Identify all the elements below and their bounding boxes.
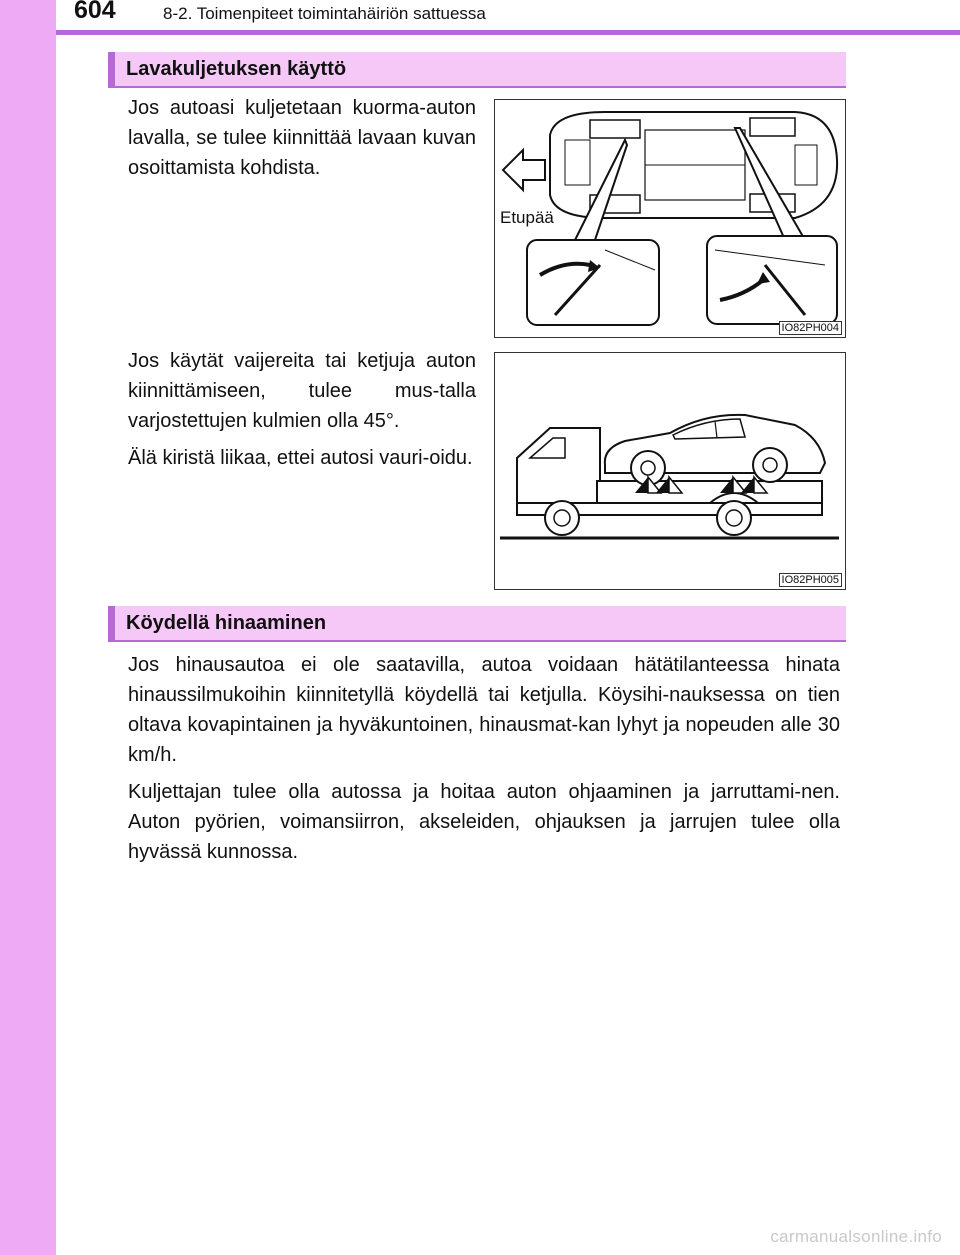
figure-code: IO82PH005 [779,573,842,587]
paragraph-driver-duties: Kuljettajan tulee olla autossa ja hoitaa auton ohjaaminen ja jarruttami-nen. Auton pyörien, voimansiirron, akseleiden, ohjauksen ja jarrujen tulee olla hyvässä kunnossa. [128,781,840,863]
flatbed-truck-illustration [495,353,844,588]
figure-flatbed-truck [494,352,846,590]
front-arrow-icon [503,150,545,190]
paragraph-transport-intro: Jos autoasi kuljetetaan kuorma-auton lavalla, se tulee kiinnittää lavaan kuvan osoittamista kohdista. [128,97,476,179]
section-heading-text: Lavakuljetuksen käyttö [126,58,347,80]
side-tab [0,0,56,1255]
header-divider [56,30,960,35]
paragraph-rope-towing: Jos hinausautoa ei ole saatavilla, autoa voidaan hätätilanteessa hinata hinaussilmukoihin kiinnitetyllä köydellä tai ketjulla. Köysihi-nauksessa on tien oltava kovapintainen ja hyväkuntoinen, hinausmat-kan lyhyt ja nopeuden alle 30 km/h. [128,654,840,766]
section-heading-koydella-hinaaminen [108,606,846,642]
watermark: carmanualsonline.info [770,1227,942,1246]
section-heading-text: Köydellä hinaaminen [126,612,327,634]
paragraph-tightening-warning: Älä kiristä liikaa, ettei autosi vauri-oidu. [128,447,473,469]
detail-inset-rear [707,236,837,324]
heading-accent-bar [108,52,115,86]
section-heading-lavakuljetus [108,52,846,88]
paragraph-cable-angle: Jos käytät vaijereita tai ketjuja auton kiinnittämiseen, tulee mus-talla varjostettujen kulmien olla 45°. [128,350,476,432]
figure-label-etupaa: Etupää [500,208,554,227]
page-number: 604 [74,0,116,24]
chapter-title: 8-2. Toimenpiteet toimintahäiriön sattuessa [163,4,486,23]
truck-wheel [717,501,751,535]
truck-wheel [545,501,579,535]
heading-accent-bar [108,606,115,640]
figure-code: IO82PH004 [779,321,842,335]
truck-bed [597,481,822,503]
detail-inset-front [527,240,659,325]
figure-tie-down-points [494,99,846,338]
car-wheel [753,448,787,482]
